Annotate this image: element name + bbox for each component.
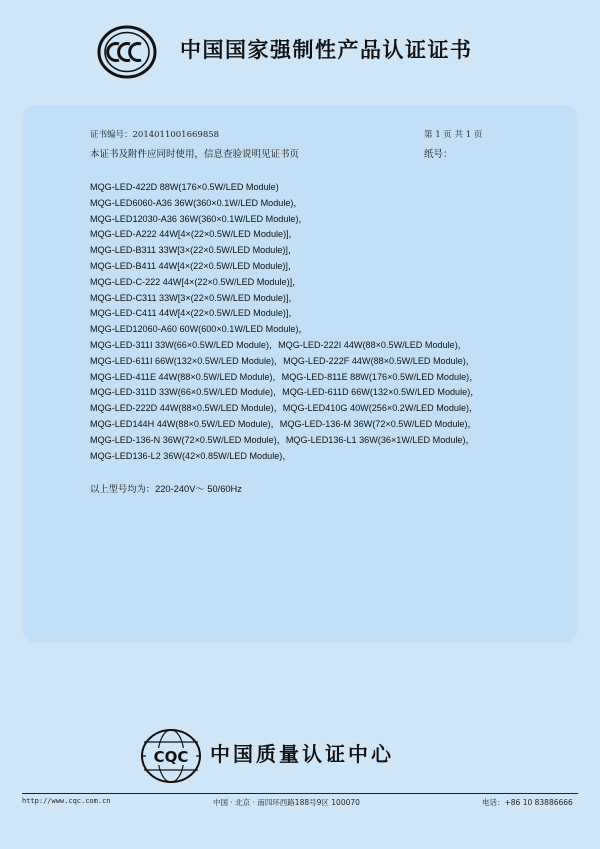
model-line: MQG-LED-311D 33W(66×0.5W/LED Module)，MQG-LED-611D 66W(132×0.5W/LED Module)， [90, 387, 480, 398]
footer-divider [22, 793, 578, 794]
certificate-number-value: 2014011001669858 [132, 130, 220, 140]
model-line: MQG-LED-136-N 36W(72×0.5W/LED Module)，MQG-LED136-L1 36W(36×1W/LED Module)， [90, 434, 475, 445]
model-line: MQG-LED12030-A36 36W(360×0.1W/LED Module)， [90, 213, 308, 224]
model-line: MQG-LED-611I 66W(132×0.5W/LED Module)，MQG-LED-222F 44W(88×0.5W/LED Module)， [90, 355, 475, 366]
model-line: MQG-LED-C411 44W[4×(22×0.5W/LED Module)]， [90, 308, 298, 319]
model-line: MQG-LED6060-A36 36W(360×0.1W/LED Module)， [90, 197, 303, 208]
model-line: MQG-LED-C311 33W[3×(22×0.5W/LED Module)]， [90, 292, 298, 303]
usage-notice: 本证书及附件应同时使用，信息查验说明见证书页 [90, 149, 300, 160]
model-line: MQG-LED12060-A60 60W(600×0.1W/LED Module)， [90, 324, 308, 335]
paper-number-label: 纸号： [424, 149, 453, 160]
model-line: MQG-LED-422D 88W(176×0.5W/LED Module) [90, 182, 279, 192]
model-line: MQG-LED-411E 44W(88×0.5W/LED Module)，MQG-LED-811E 88W(176×0.5W/LED Module)， [90, 371, 479, 382]
model-line: MQG-LED-A222 44W[4×(22×0.5W/LED Module)]， [90, 229, 298, 240]
model-line: MQG-LED-B411 44W[4×(22×0.5W/LED Module)]， [90, 260, 298, 271]
voltage-note: 以上型号均为：220-240V～ 50/60Hz [90, 484, 242, 494]
website-link[interactable]: http://www.cqc.com.cn [22, 797, 111, 805]
issuer-name: 中国质量认证中心 [210, 742, 394, 766]
certificate-number [90, 128, 219, 140]
model-line: MQG-LED144H 44W(88×0.5W/LED Module)，MQG-LED-136-M 36W(72×0.5W/LED Module)， [90, 418, 477, 429]
page-count: 第 1 页 共 1 页 [424, 130, 483, 140]
certificate-title: 中国国家强制性产品认证证书 [180, 38, 473, 62]
model-line: MQG-LED-C-222 44W[4×(22×0.5W/LED Module)]， [90, 276, 302, 287]
cqc-logo-text: CQC [153, 748, 189, 766]
model-list [90, 180, 580, 464]
model-line: MQG-LED-B311 33W[3×(22×0.5W/LED Module)]， [90, 245, 298, 256]
certificate-header [0, 22, 600, 82]
model-line: MQG-LED-222D 44W(88×0.5W/LED Module)，MQG-LED410G 40W(256×0.2W/LED Module)， [90, 403, 479, 414]
certificate-number-label: 证书编号： [90, 130, 133, 140]
issuer-address: 中国 · 北京 · 南四环西路188号9区 100070 [213, 798, 360, 807]
model-line: MQG-LED136-L2 36W(42×0.85W/LED Module)， [90, 450, 292, 461]
model-line: MQG-LED-311I 33W(66×0.5W/LED Module)，MQG-LED-222I 44W(88×0.5W/LED Module)， [90, 339, 467, 350]
cqc-globe-icon [140, 728, 202, 784]
issuer-phone: 电话：+86 10 83886666 [482, 798, 573, 807]
ccc-mark-icon [97, 25, 157, 79]
